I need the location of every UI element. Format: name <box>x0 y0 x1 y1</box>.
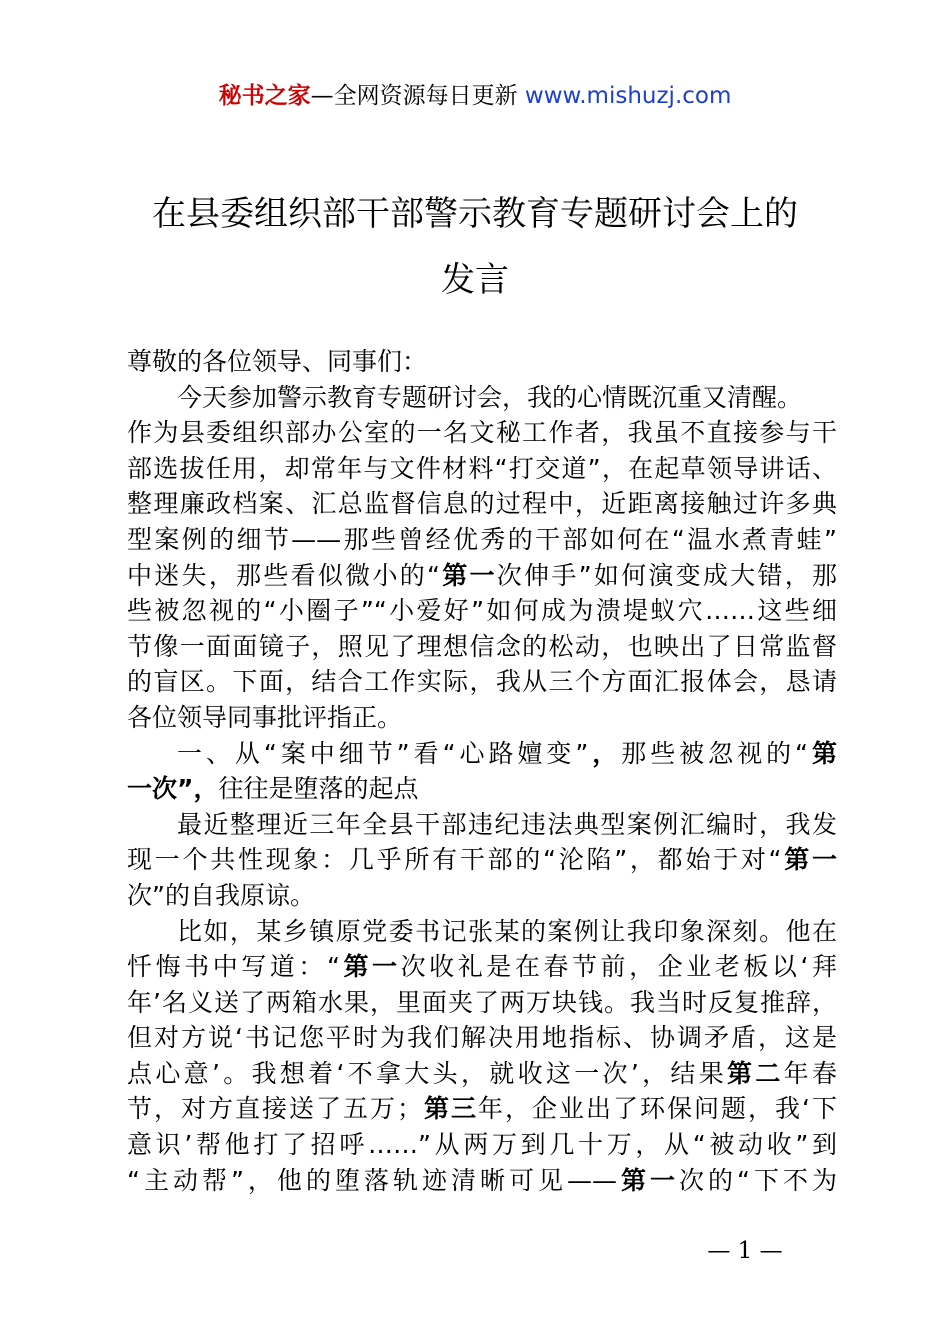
text-run: 次收礼是在春节前，企业老板以‘拜 <box>400 952 838 982</box>
text-run: “主动帮”，他的堕落轨迹清晰可见—— <box>127 1165 617 1195</box>
text-run: 次伸手”如何演变成大错，那 <box>496 560 838 590</box>
bold-run: 第一 <box>339 952 401 982</box>
body-line: 今天参加警示教育专题研讨会，我的心情既沉重又清醒。 <box>177 382 803 412</box>
body-line: 次”的自我原谅。 <box>127 880 315 910</box>
page-number: — 1 — <box>707 1238 783 1264</box>
site-brand: 秘书之家 <box>218 83 311 109</box>
bold-run: 第一 <box>781 845 837 875</box>
body-line: 整理廉政档案、汇总监督信息的过程中，近距离接触过许多典 <box>127 489 837 519</box>
body-line <box>127 842 837 878</box>
site-tagline: —全网资源每日更新 <box>310 83 525 109</box>
text-run: 一、从“案中细节”看“心路嬗变” <box>177 738 589 768</box>
bold-run: 第一 <box>439 560 497 590</box>
text-run: 那些被忽视的“ <box>621 738 809 768</box>
body-line: 些被忽视的“小圈子”“小爱好”如何成为溃堤蚁穴……这些细 <box>127 596 837 626</box>
body-line: 型案例的细节——那些曾经优秀的干部如何在“温水煮青蛙” <box>127 524 837 554</box>
text-run: 中迷失，那些看似微小的“ <box>127 560 440 590</box>
section-heading-1 <box>127 736 837 772</box>
text-run: 忏悔书中写道：“ <box>127 952 340 982</box>
bold-run: 第三 <box>422 1094 479 1124</box>
salutation: 尊敬的各位领导、同事们： <box>127 347 428 376</box>
site-url[interactable]: www.mishuzj.com <box>524 83 732 109</box>
bold-run: 一次” <box>127 774 194 804</box>
body-line <box>127 1091 837 1127</box>
bold-run: 第二 <box>727 1058 784 1088</box>
body-line <box>127 1163 837 1199</box>
body-line: 节像一面面镜子，照见了理想信念的松动，也映出了日常监督 <box>127 631 837 661</box>
document-body <box>127 344 837 1198</box>
body-line: 比如，某乡镇原党委书记张某的案例让我印象深刻。他在 <box>177 916 837 946</box>
text-run: 年春 <box>783 1058 837 1088</box>
text-run: 点心意’。我想着‘不拿大头，就收这一次’，结果 <box>127 1058 728 1088</box>
body-line <box>127 1056 837 1092</box>
bold-run: 第 <box>808 738 837 768</box>
bold-run: 第一 <box>617 1165 680 1195</box>
text-run: 年，企业出了环保问题，我‘下 <box>478 1094 837 1124</box>
body-line: 意识’帮他打了招呼……”从两万到几十万，从“被动收”到 <box>127 1130 837 1160</box>
body-line <box>127 558 837 594</box>
body-line: 作为县委组织部办公室的一名文秘工作者，我虽不直接参与干 <box>127 418 837 448</box>
body-line: 部选拔任用，却常年与文件材料“打交道”，在起草领导讲话、 <box>127 453 837 483</box>
text-run: 次的“下不为 <box>679 1165 838 1195</box>
body-line: 的盲区。下面，结合工作实际，我从三个方面汇报体会，恳请 <box>127 667 837 697</box>
bold-run: ， <box>193 774 219 804</box>
text-run: 现一个共性现象：几乎所有干部的“沦陷”，都始于对“ <box>127 845 782 875</box>
text-run: 节，对方直接送了五万； <box>127 1094 423 1124</box>
body-line: 但对方说‘书记您平时为我们解决用地指标、协调矛盾，这是 <box>127 1023 837 1053</box>
text-run: 往往是堕落的起点 <box>218 774 419 804</box>
body-line: 最近整理近三年全县干部违纪违法典型案例汇编时，我发 <box>177 809 837 839</box>
document-title-line-1: 在县委组织部干部警示教育专题研讨会上的 <box>152 194 798 234</box>
body-line: 年’名义送了两箱水果，里面夹了两万块钱。我当时反复推辞， <box>127 987 837 1017</box>
section-heading-1-cont <box>127 771 837 807</box>
body-line: 各位领导同事批评指正。 <box>127 702 403 732</box>
document-title-line-2: 发言 <box>441 260 509 300</box>
body-line <box>127 949 837 985</box>
bold-run: ， <box>588 738 622 768</box>
site-header <box>0 80 950 112</box>
